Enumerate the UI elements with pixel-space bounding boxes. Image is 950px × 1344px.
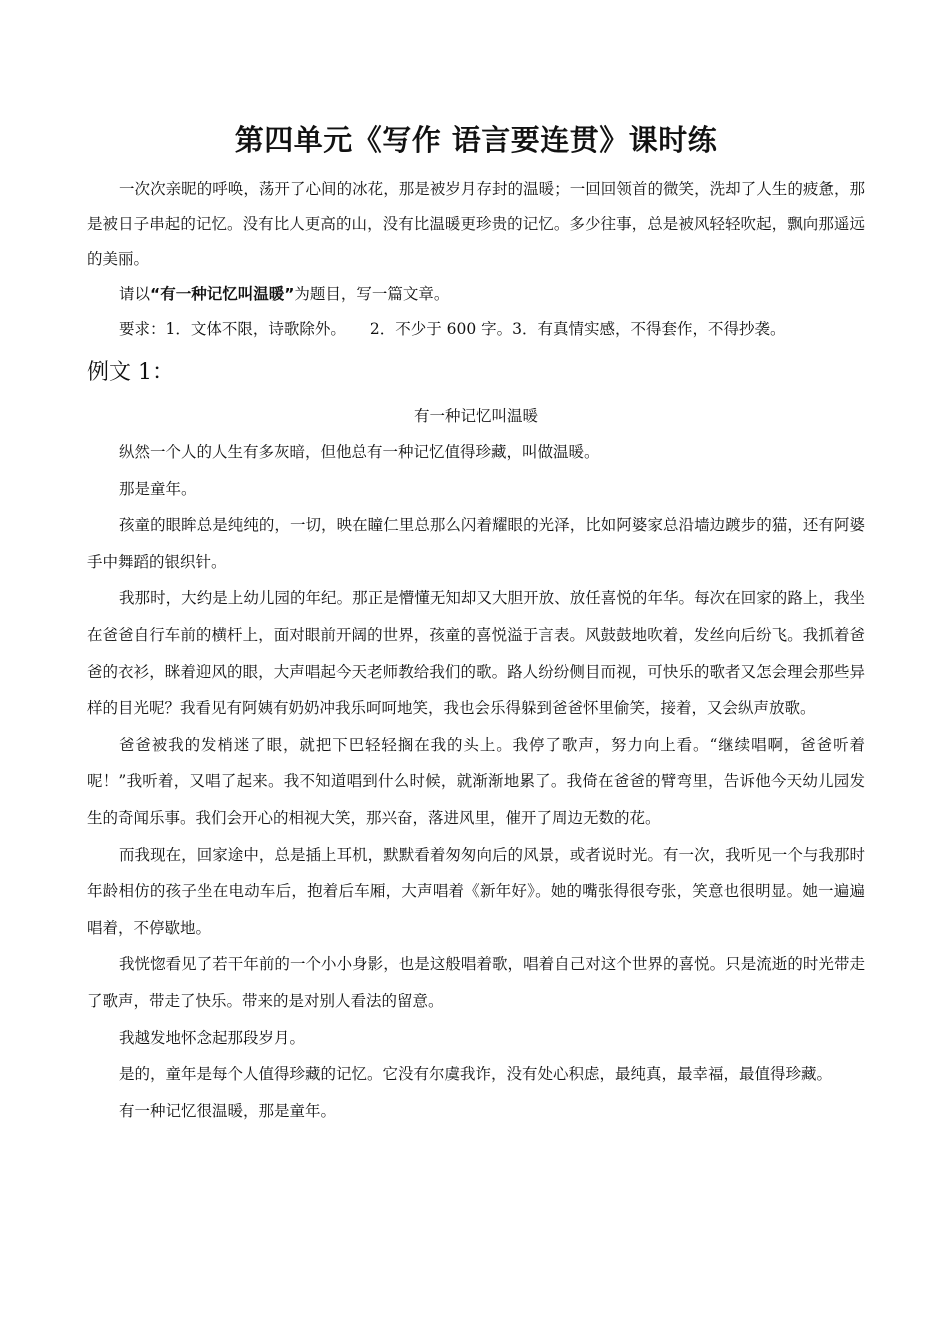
essay-paragraph: 那是童年。 <box>119 479 197 498</box>
requirement-1: 要求：1．文体不限，诗歌除外。 <box>119 320 346 338</box>
document-page <box>87 118 865 1129</box>
example-label: 例文 1： <box>87 360 174 385</box>
essay-paragraph: 爸爸被我的发梢迷了眼，就把下巴轻轻搁在我的头上。我停了歌声，努力向上看。“继续唱啊，爸爸听着呢！”我听着，又唱了起来。我不知道唱到什么时候，就渐渐地累了。我倚在爸爸的臂弯里，告诉他今天幼儿园发生的奇闻乐事。我们会开心的相视大笑，那兴奋，落进风里，催开了周边无数的花。 <box>87 735 865 827</box>
requirements <box>87 312 865 347</box>
essay-paragraph: 而我现在，回家途中，总是插上耳机，默默看着匆匆向后的风景，或者说时光。有一次，我听见一个与我那时年龄相仿的孩子坐在电动车后，抱着后车厢，大声唱着《新年好》。她的嘴张得很夸张，笑意也很明显。她一遍遍唱着，不停歇地。 <box>87 845 865 937</box>
essay-paragraph: 纵然一个人的人生有多灰暗，但他总有一种记忆值得珍藏，叫做温暖。 <box>119 443 600 461</box>
requirement-2: 2．不少于 600 字。3．有真情实感，不得套作，不得抄袭。 <box>369 320 786 338</box>
essay-paragraph: 我恍惚看见了若干年前的一个小小身影，也是这般唱着歌，唱着自己对这个世界的喜悦。只是流逝的时光带走了歌声，带走了快乐。带来的是对别人看法的留意。 <box>87 955 865 1010</box>
document-title: 第四单元《写作 语言要连贯》课时练 <box>234 123 718 157</box>
prompt-suffix: 为题目，写一篇文章。 <box>294 285 450 303</box>
essay-paragraph: 我越发地怀念起那段岁月。 <box>119 1028 306 1047</box>
essay-paragraph: 有一种记忆很温暖，那是童年。 <box>119 1101 337 1120</box>
essay-title: 有一种记忆叫温暖 <box>413 407 538 425</box>
essay-paragraph: 孩童的眼眸总是纯纯的，一切，映在瞳仁里总那么闪着耀眼的光泽，比如阿婆家总沿墙边踱步的猫，还有阿婆手中舞蹈的银织针。 <box>87 516 865 571</box>
prompt-topic: “有一种记忆叫温暖” <box>150 285 295 303</box>
intro-paragraph: 一次次亲昵的呼唤，荡开了心间的冰花，那是被岁月存封的温暖；一回回领首的微笑，洗却了人生的疲惫，那是被日子串起的记忆。没有比人更高的山，没有比温暖更珍贵的记忆。多少往事，总是被风轻轻吹起，飘向那遥远的美丽。 <box>87 180 865 268</box>
intro-section <box>87 172 865 277</box>
essay-paragraph: 我那时，大约是上幼儿园的年纪。那正是懵懂无知却又大胆开放、放任喜悦的年华。每次在回家的路上，我坐在爸爸自行车前的横杆上，面对眼前开阔的世界，孩童的喜悦溢于言表。风鼓鼓地吹着，发丝向后纷飞。我抓着爸爸的衣衫，眯着迎风的眼，大声唱起今天老师教给我们的歌。路人纷纷侧目而视，可快乐的歌者又怎会理会那些异样的目光呢？我看见有阿姨有奶奶冲我乐呵呵地笑，我也会乐得躲到爸爸怀里偷笑，接着，又会纵声放歌。 <box>87 589 865 718</box>
writing-prompt <box>87 277 865 312</box>
essay-paragraph: 是的，童年是每个人值得珍藏的记忆。它没有尔虞我诈，没有处心积虑，最纯真，最幸福，最值得珍藏。 <box>119 1065 833 1084</box>
prompt-prefix: 请以 <box>119 285 151 303</box>
essay-body <box>87 434 865 1129</box>
